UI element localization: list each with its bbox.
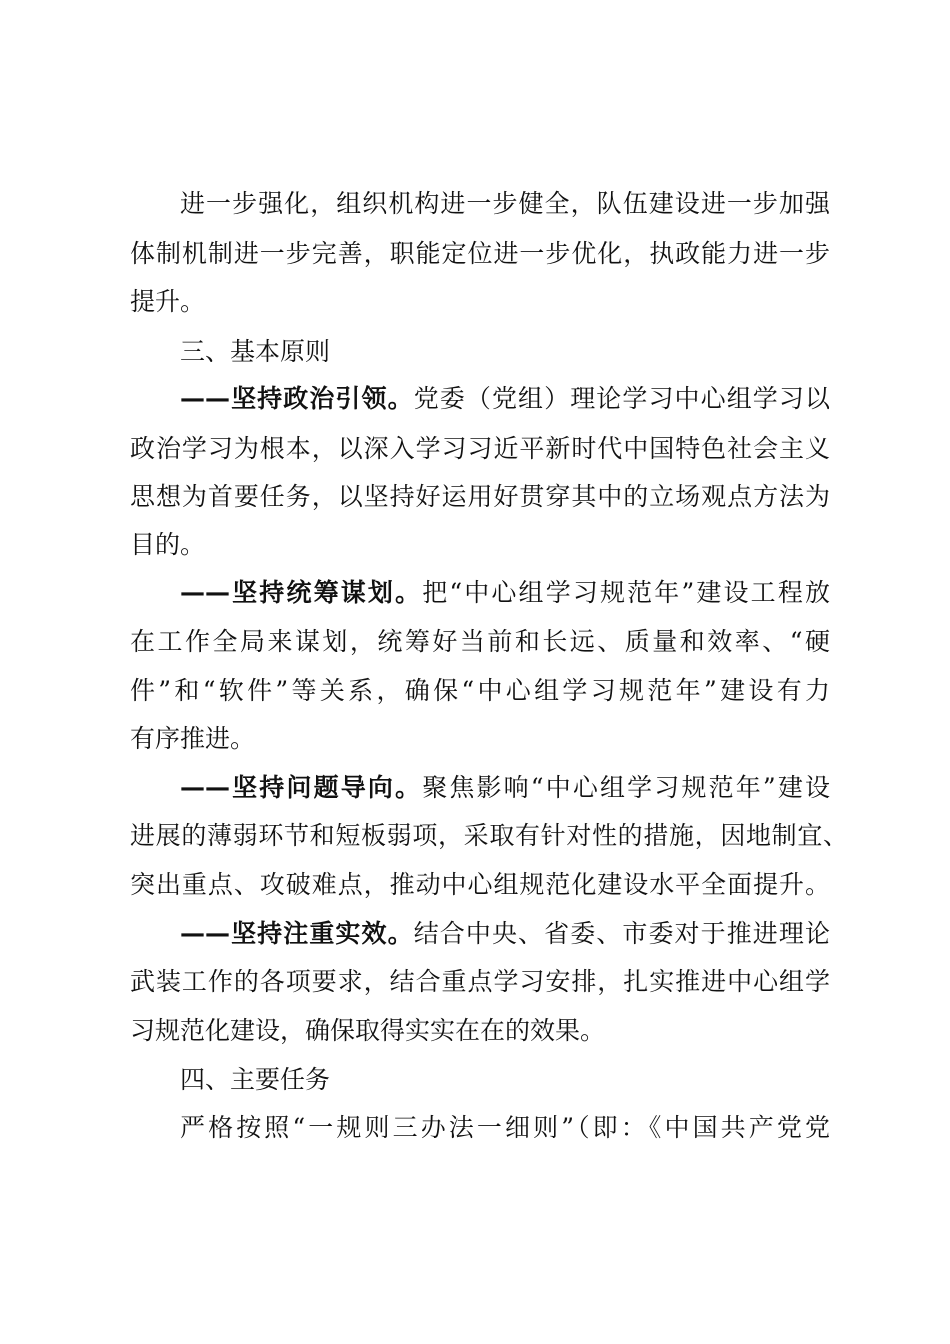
text-line: 目的。	[130, 530, 206, 559]
text-line: 件”和“软件”等关系，确保“中心组学习规范年”建设有力	[130, 676, 830, 705]
text-line: 思想为首要任务，以坚持好运用好贯穿其中的立场观点方法为	[130, 482, 830, 511]
text-line	[180, 916, 830, 952]
text-line	[180, 770, 830, 806]
text-line	[180, 381, 830, 417]
text-line: 在工作全局来谋划，统筹好当前和长远、质量和效率、“硬	[130, 627, 830, 656]
text-line: 提升。	[130, 287, 206, 316]
text-line: 进展的薄弱环节和短板弱项，采取有针对性的措施，因地制宜、	[130, 821, 848, 850]
text-span: 结合中央、省委、市委对于推进理论	[413, 919, 830, 948]
text-line: 突出重点、攻破难点，推动中心组规范化建设水平全面提升。	[130, 870, 830, 899]
text-span: 聚焦影响“中心组学习规范年”建设	[422, 773, 830, 802]
principle-title: ——坚持政治引领。	[180, 384, 414, 413]
principle-title: ——坚持问题导向。	[180, 773, 423, 802]
text-span: 党委（党组）理论学习中心组学习以	[413, 384, 830, 413]
text-line: 进一步强化，组织机构进一步健全，队伍建设进一步加强	[180, 189, 830, 218]
principle-title: ——坚持统筹谋划。	[180, 578, 423, 607]
section-heading: 三、基本原则	[180, 337, 331, 366]
text-line: 政治学习为根本，以深入学习习近平新时代中国特色社会主义	[130, 434, 830, 463]
text-line: 体制机制进一步完善，职能定位进一步优化，执政能力进一步	[130, 239, 830, 268]
text-line: 有序推进。	[130, 724, 256, 753]
section-heading: 四、主要任务	[180, 1065, 331, 1094]
text-line: 习规范化建设，确保取得实实在在的效果。	[130, 1016, 606, 1045]
text-span: 把“中心组学习规范年”建设工程放	[422, 578, 830, 607]
principle-title: ——坚持注重实效。	[180, 919, 414, 948]
text-line: 武装工作的各项要求，结合重点学习安排，扎实推进中心组学	[130, 967, 830, 996]
text-line	[180, 575, 830, 611]
text-line: 严格按照“一规则三办法一细则”（即：《中国共产党党	[180, 1113, 830, 1142]
